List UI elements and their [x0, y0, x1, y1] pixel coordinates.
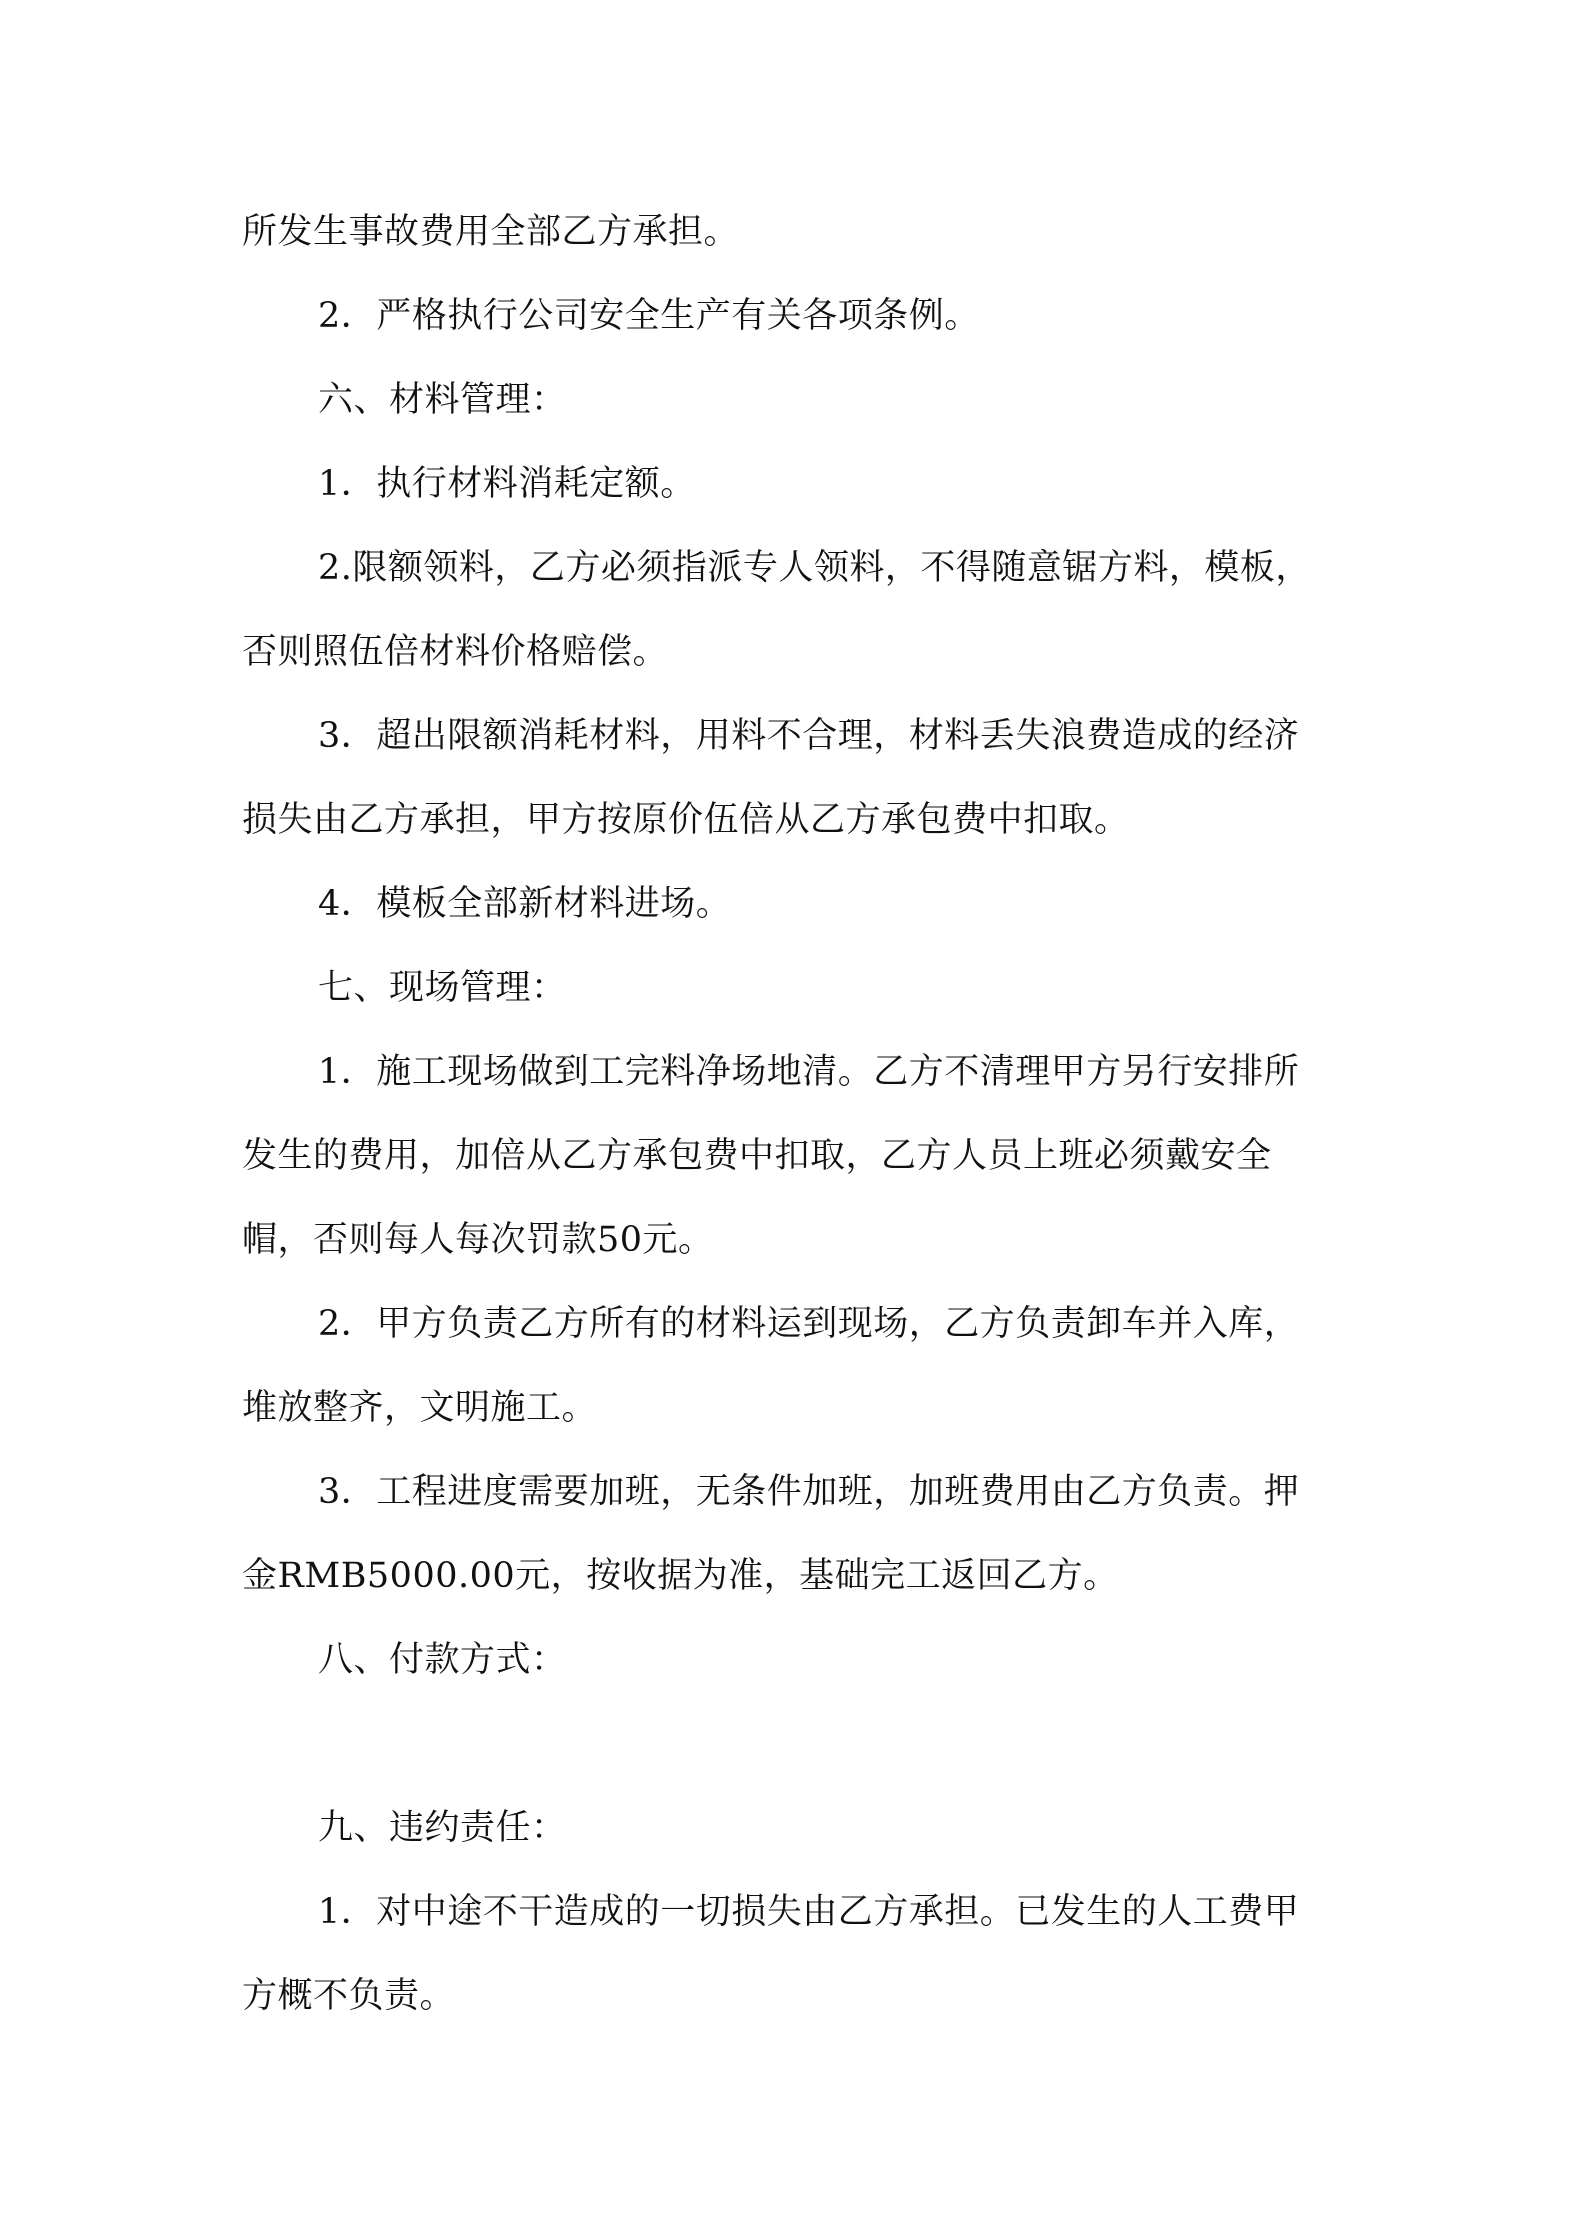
text-line: 方概不负责。: [242, 1976, 456, 2016]
section-heading: 九、违约责任：: [318, 1808, 567, 1848]
text-line: 损失由乙方承担，甲方按原价伍倍从乙方承包费中扣取。: [242, 800, 1130, 840]
section-heading: 七、现场管理：: [318, 968, 567, 1008]
text-line: 3．超出限额消耗材料，用料不合理，材料丢失浪费造成的经济: [318, 716, 1300, 756]
text-line: 堆放整齐，文明施工。: [242, 1388, 598, 1428]
section-heading: 六、材料管理：: [318, 380, 567, 420]
text-line: 1．对中途不干造成的一切损失由乙方承担。已发生的人工费甲: [318, 1892, 1300, 1932]
text-line: 3．工程进度需要加班，无条件加班，加班费用由乙方负责。押: [318, 1472, 1300, 1512]
text-line: 发生的费用，加倍从乙方承包费中扣取，乙方人员上班必须戴安全: [242, 1136, 1272, 1176]
text-line: 4．模板全部新材料进场。: [318, 884, 732, 924]
text-line: 所发生事故费用全部乙方承担。: [242, 212, 740, 252]
text-line: 2．严格执行公司安全生产有关各项条例。: [318, 296, 980, 336]
section-heading: 八、付款方式：: [318, 1640, 567, 1680]
text-line: 1．施工现场做到工完料净场地清。乙方不清理甲方另行安排所: [318, 1052, 1300, 1092]
text-line: 帽，否则每人每次罚款50元。: [242, 1220, 714, 1260]
text-line: 金RMB5000.00元，按收据为准，基础完工返回乙方。: [242, 1556, 1119, 1596]
text-line: 1．执行材料消耗定额。: [318, 464, 696, 504]
text-line: 2．甲方负责乙方所有的材料运到现场，乙方负责卸车并入库，: [318, 1304, 1300, 1344]
text-line: 否则照伍倍材料价格赔偿。: [242, 632, 669, 672]
text-line: 2.限额领料，乙方必须指派专人领料，不得随意锯方料，模板，: [318, 548, 1311, 588]
